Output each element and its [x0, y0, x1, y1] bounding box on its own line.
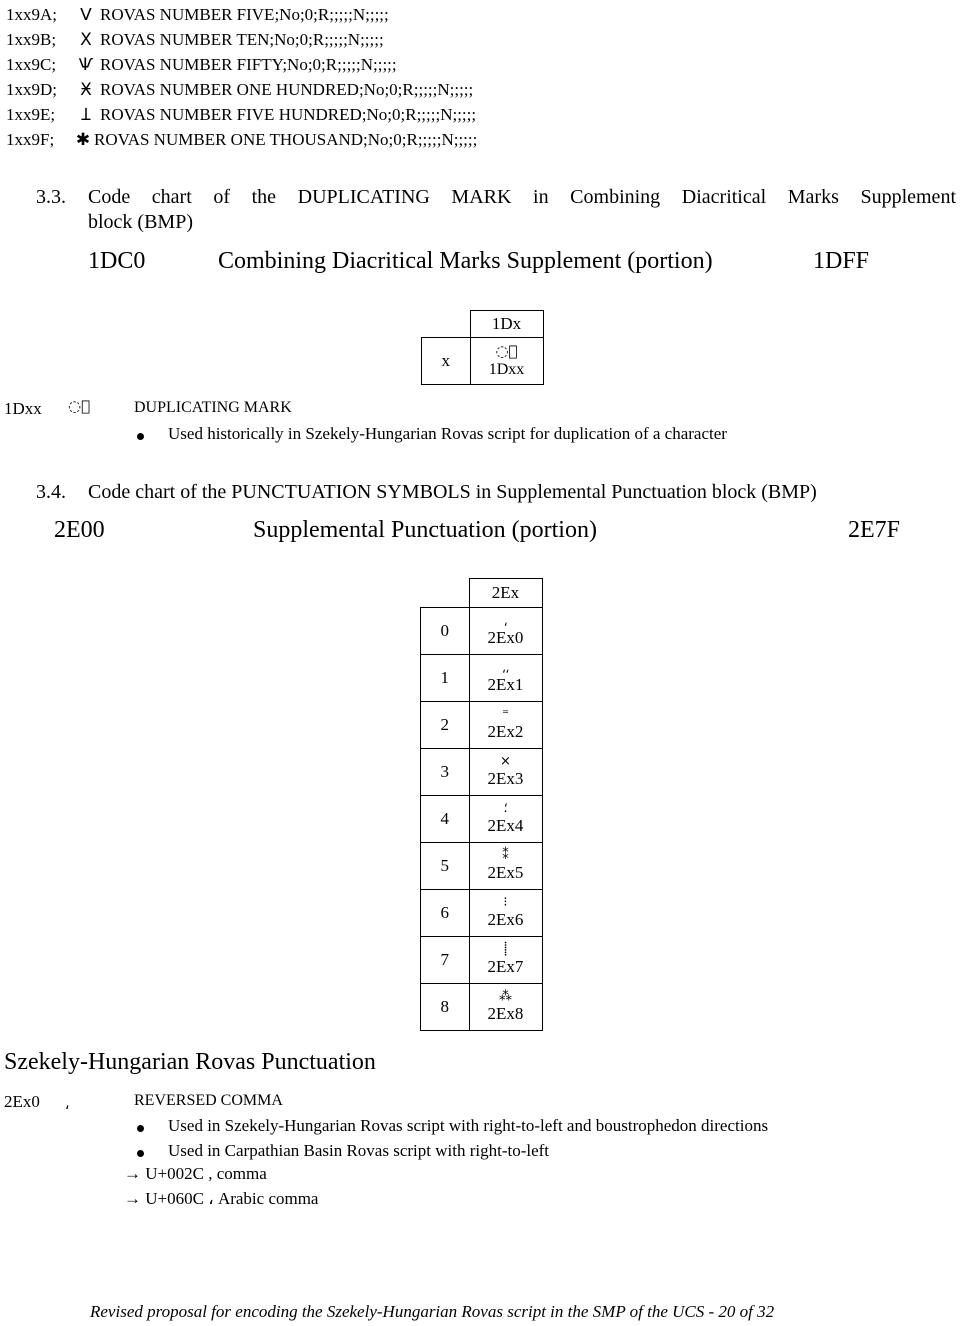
cell-code-label: 2Ex3: [487, 769, 524, 788]
vertical-dots-glyph: ⁝: [503, 895, 508, 910]
code-chart-cell: [469, 937, 542, 984]
rovas-number-glyph: Ʇ: [81, 105, 91, 125]
property-line: [6, 52, 397, 77]
code-point-label: 1xx9A;: [6, 5, 57, 24]
code-point-label: 1xx9E;: [6, 105, 56, 124]
cross-glyph: ×: [500, 754, 511, 769]
block-start-code: 1DC0: [88, 248, 146, 274]
property-description: ROVAS NUMBER FIFTY;No;0;R;;;;;N;;;;;: [100, 55, 397, 74]
right-arrow-icon: →: [124, 1189, 141, 1208]
reversed-comma-glyph: ⸲: [503, 613, 508, 628]
block-name: Supplemental Punctuation (portion): [253, 517, 597, 543]
double-reversed-comma-glyph: ⸲⸲: [502, 660, 509, 675]
cell-code-label: 2Ex4: [487, 816, 524, 835]
cell-code-label: 2Ex1: [487, 675, 524, 694]
code-chart-cell: [469, 843, 542, 890]
row-header: x: [422, 338, 471, 385]
reversed-comma-glyph: ⸲: [65, 1093, 70, 1111]
code-chart-cell: [469, 890, 542, 937]
cross-reference: [124, 1189, 318, 1209]
code-chart-cell: [469, 655, 542, 702]
right-arrow-icon: →: [124, 1164, 141, 1183]
cross-reference-text: U+060C ، Arabic comma: [145, 1189, 319, 1208]
property-line: [6, 127, 477, 152]
code-chart-cell: [470, 338, 543, 385]
code-point-label: 1xx9C;: [6, 55, 57, 74]
section-number: 3.4.: [36, 481, 66, 503]
rovas-number-glyph: Ѱ: [78, 55, 94, 75]
block-end-code: 2E7F: [848, 517, 901, 543]
property-line: [6, 102, 476, 127]
property-description: ROVAS NUMBER TEN;No;0;R;;;;;N;;;;;: [100, 30, 384, 49]
duplicating-mark-glyph: ◌᷍: [68, 397, 91, 415]
punctuation-glyph: ⸵: [503, 801, 508, 816]
code-chart-table: [420, 578, 543, 1031]
property-line: [6, 2, 389, 27]
double-cross-glyph: ⁑: [502, 848, 509, 863]
section-heading: Code chart of the DUPLICATING MARK in Combining Diacritical Marks Supplement: [88, 186, 956, 208]
block-name: Combining Diacritical Marks Supplement (portion): [218, 248, 713, 274]
entry-name: DUPLICATING MARK: [134, 399, 292, 416]
section-number: 3.3.: [36, 186, 66, 208]
block-start-code: 2E00: [54, 517, 105, 543]
entry-code: 2Ex0: [4, 1092, 40, 1111]
property-line: [6, 27, 384, 52]
property-description: ROVAS NUMBER ONE HUNDRED;No;0;R;;;;;N;;;;;: [100, 80, 474, 99]
row-index: 8: [421, 984, 470, 1031]
cell-code-label: 1Dxx: [488, 361, 525, 378]
table-corner: [421, 579, 470, 608]
row-index: 6: [421, 890, 470, 937]
duplicating-mark-glyph: ◌᷍: [495, 342, 518, 360]
rovas-number-glyph: ᐯ: [80, 5, 92, 25]
row-index: 0: [421, 608, 470, 655]
double-dash-glyph: ⁼: [502, 707, 509, 722]
code-chart-cell: [469, 702, 542, 749]
subsection-title: Szekely-Hungarian Rovas Punctuation: [4, 1049, 376, 1075]
cell-code-label: 2Ex6: [487, 910, 524, 929]
property-description: ROVAS NUMBER ONE THOUSAND;No;0;R;;;;;N;;;;;: [94, 130, 478, 149]
triple-cross-glyph: ⁂: [499, 989, 512, 1004]
code-chart-cell: [469, 749, 542, 796]
code-point-label: 1xx9F;: [6, 130, 55, 149]
bullet-item: Used historically in Szekely-Hungarian Rovas script for duplication of a character: [168, 424, 727, 443]
entry-code: 1Dxx: [4, 399, 42, 418]
cell-code-label: 2Ex7: [487, 957, 524, 976]
entry-name: REVERSED COMMA: [134, 1092, 283, 1109]
property-description: ROVAS NUMBER FIVE HUNDRED;No;0;R;;;;;N;;;;;: [100, 105, 477, 124]
bullet-item: Used in Carpathian Basin Rovas script with right-to-left: [168, 1141, 550, 1160]
section-heading: Code chart of the PUNCTUATION SYMBOLS in Supplemental Punctuation block (BMP): [88, 481, 817, 503]
row-index: 7: [421, 937, 470, 984]
code-point-label: 1xx9D;: [6, 80, 57, 99]
code-point-label: 1xx9B;: [6, 30, 57, 49]
code-chart-cell: [469, 608, 542, 655]
row-index: 4: [421, 796, 470, 843]
rovas-number-glyph: ✱: [75, 130, 91, 150]
vertical-commas-glyph: ⸽: [503, 942, 508, 957]
section-heading-continued: block (BMP): [88, 211, 193, 233]
page-footer: Revised proposal for encoding the Szekely-Hungarian Rovas script in the SMP of the UCS - 20 of 32: [90, 1302, 775, 1321]
cell-code-label: 2Ex5: [487, 863, 524, 882]
row-index: 3: [421, 749, 470, 796]
rovas-number-glyph: Ӿ: [80, 80, 92, 100]
cell-code-label: 2Ex0: [487, 628, 524, 647]
property-description: ROVAS NUMBER FIVE;No;0;R;;;;;N;;;;;: [100, 5, 389, 24]
cell-code-label: 2Ex8: [487, 1004, 524, 1023]
code-chart-table: [421, 310, 544, 385]
table-corner: [422, 311, 471, 338]
cell-code-label: 2Ex2: [487, 722, 524, 741]
row-index: 5: [421, 843, 470, 890]
column-header: 2Ex: [469, 579, 542, 608]
bullet-item: Used in Szekely-Hungarian Rovas script with right-to-left and boustrophedon directions: [168, 1116, 769, 1135]
code-chart-cell: [469, 984, 542, 1031]
block-end-code: 1DFF: [813, 248, 870, 274]
cross-reference: [124, 1164, 267, 1184]
column-header: 1Dx: [470, 311, 543, 338]
property-line: [6, 77, 473, 102]
rovas-number-glyph: Ⅹ: [80, 30, 92, 50]
row-index: 2: [421, 702, 470, 749]
cross-reference-text: U+002C , comma: [145, 1164, 267, 1183]
row-index: 1: [421, 655, 470, 702]
code-chart-cell: [469, 796, 542, 843]
